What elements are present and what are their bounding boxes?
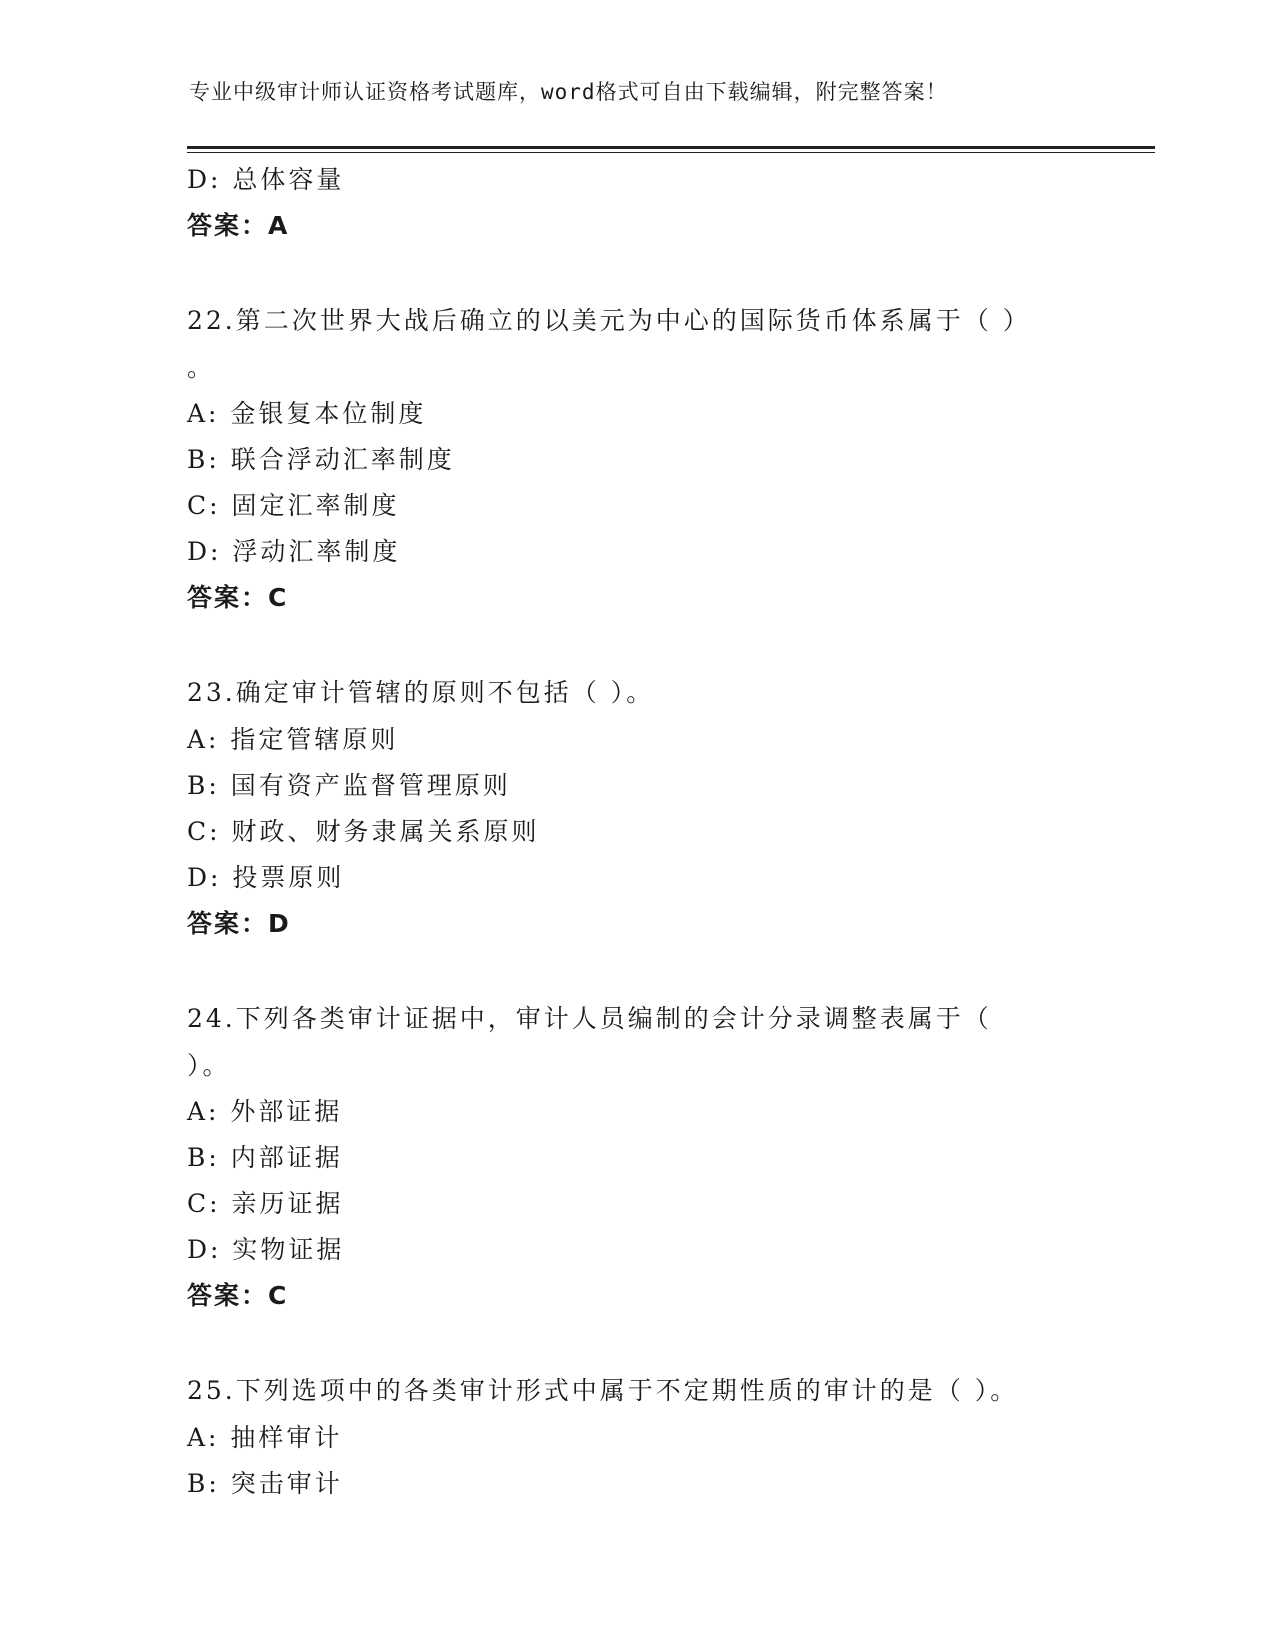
question-stem-continued: ）。: [187, 1051, 231, 1080]
option-a: A: 外部证据: [187, 1097, 343, 1126]
option-c: C: 财政、财务隶属关系原则: [187, 817, 540, 846]
question-stem: 25.下列选项中的各类审计形式中属于不定期性质的审计的是（ ）。: [187, 1376, 1019, 1405]
option-b: B: 国有资产监督管理原则: [187, 771, 511, 800]
option-c: C: 亲历证据: [187, 1189, 344, 1218]
question-stem: 24.下列各类审计证据中，审计人员编制的会计分录调整表属于（: [187, 1004, 992, 1033]
page-header: 专业中级审计师认证资格考试题库，word格式可自由下载编辑，附完整答案！: [189, 80, 948, 104]
option-a: A: 金银复本位制度: [187, 399, 427, 428]
option-d: D: 总体容量: [187, 165, 345, 194]
option-c: C: 固定汇率制度: [187, 491, 400, 520]
option-b: B: 突击审计: [187, 1469, 343, 1498]
spacer: [187, 621, 1087, 669]
option-b: B: 联合浮动汇率制度: [187, 445, 455, 474]
option-d: D: 浮动汇率制度: [187, 537, 401, 566]
spacer: [187, 1319, 1087, 1367]
answer-line: 答案：C: [187, 583, 289, 612]
question-stem-continued: 。: [187, 353, 216, 382]
question-stem: 22.第二次世界大战后确立的以美元为中心的国际货币体系属于（ ）: [187, 306, 1031, 335]
option-d: D: 实物证据: [187, 1235, 345, 1264]
option-a: A: 抽样审计: [187, 1423, 343, 1452]
document-body: [187, 157, 1087, 1507]
question-stem: 23.确定审计管辖的原则不包括（ ）。: [187, 678, 655, 707]
spacer: [187, 947, 1087, 995]
header-rule-thin: [187, 152, 1155, 153]
option-b: B: 内部证据: [187, 1143, 343, 1172]
option-d: D: 投票原则: [187, 863, 345, 892]
answer-line: 答案：D: [187, 909, 291, 938]
answer-line: 答案：C: [187, 1281, 289, 1310]
spacer: [187, 249, 1087, 297]
header-rule-thick: [187, 146, 1155, 149]
option-a: A: 指定管辖原则: [187, 725, 399, 754]
answer-line: 答案：A: [187, 211, 290, 240]
